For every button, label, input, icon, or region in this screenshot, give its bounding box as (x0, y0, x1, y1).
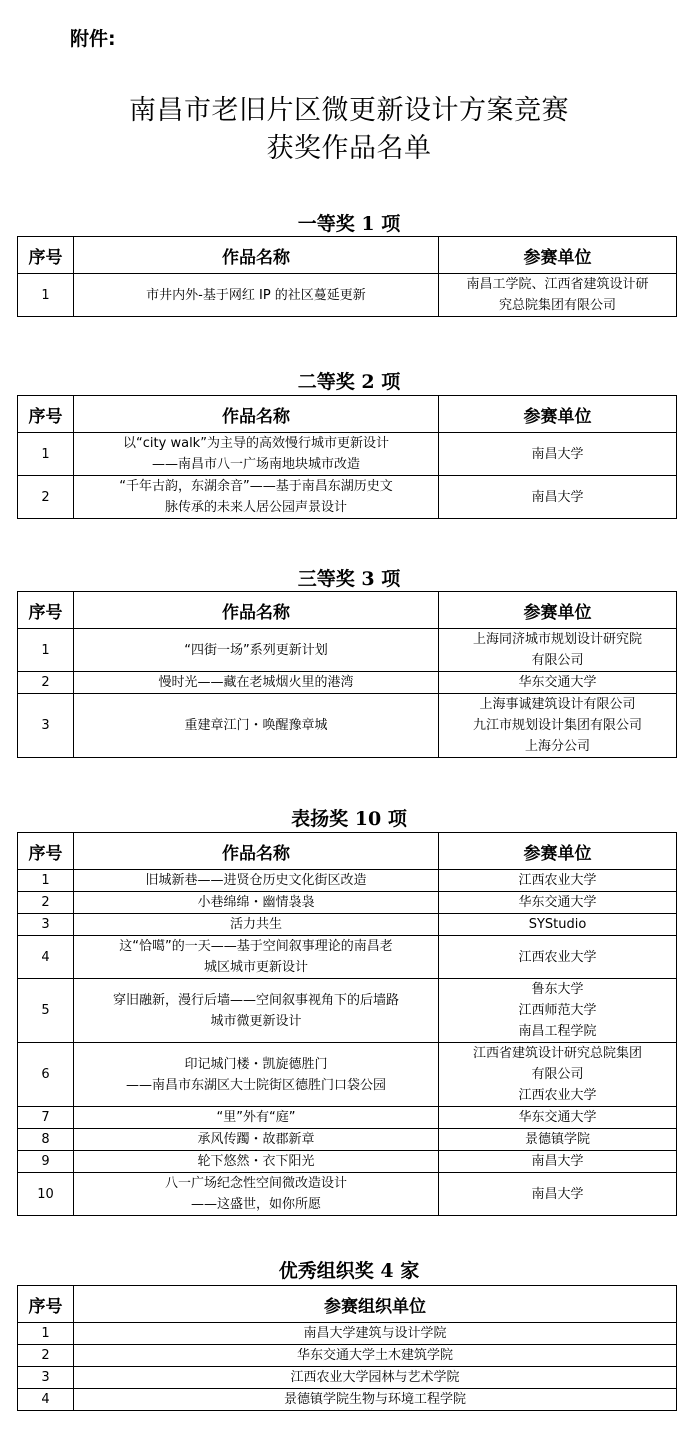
table-row (18, 629, 677, 672)
row-no: 3 (18, 914, 74, 936)
table-row (18, 672, 677, 694)
table-row (18, 274, 677, 317)
row-unit: 上海事诚建筑设计有限公司 九江市规划设计集团有限公司 上海分公司 (439, 694, 677, 758)
row-name: 重建章江门・唤醒豫章城 (74, 694, 439, 758)
header-no: 序号 (18, 833, 74, 870)
row-no: 2 (18, 1345, 74, 1367)
table-row (18, 433, 677, 476)
row-unit: 景德镇学院 (439, 1129, 677, 1151)
second-prize-table (17, 395, 677, 519)
organization-award-table (17, 1285, 677, 1411)
row-unit: 上海同济城市规划设计研究院 有限公司 (439, 629, 677, 672)
page-title-line2: 获奖作品名单 (266, 133, 432, 164)
row-name: 小巷绵绵・幽情袅袅 (74, 892, 439, 914)
row-name: 旧城新巷——进贤仓历史文化街区改造 (74, 870, 439, 892)
header-name: 作品名称 (74, 833, 439, 870)
header-no: 序号 (18, 237, 74, 274)
row-unit: SYStudio (439, 914, 677, 936)
row-no: 1 (18, 274, 74, 317)
row-name: “四街一场”系列更新计划 (74, 629, 439, 672)
row-no: 9 (18, 1151, 74, 1173)
header-no: 序号 (18, 592, 74, 629)
table-row (18, 936, 677, 979)
table-row (18, 1107, 677, 1129)
attachment-label: 附件: (70, 28, 116, 50)
header-no: 序号 (18, 396, 74, 433)
header-unit: 参赛单位 (439, 396, 677, 433)
row-name: 轮下悠然・衣下阳光 (74, 1151, 439, 1173)
table-row (18, 1367, 677, 1389)
row-no: 8 (18, 1129, 74, 1151)
row-name: “里”外有“庭” (74, 1107, 439, 1129)
row-unit: 南昌大学 (439, 1151, 677, 1173)
table-row (18, 694, 677, 758)
table-row (18, 1345, 677, 1367)
row-no: 4 (18, 1389, 74, 1411)
row-no: 2 (18, 476, 74, 519)
table-row (18, 476, 677, 519)
table-row (18, 979, 677, 1043)
row-name: 承风传躅・故郡新章 (74, 1129, 439, 1151)
page-title-line1: 南昌市老旧片区微更新设计方案竞赛 (129, 95, 569, 126)
table-header-row (18, 237, 677, 274)
row-name: 印记城门楼・凯旋德胜门 ——南昌市东湖区大士院街区德胜门口袋公园 (74, 1043, 439, 1107)
row-name: 八一广场纪念性空间微改造设计 ——这盛世，如你所愿 (74, 1173, 439, 1216)
second-prize-title: 二等奖 2 项 (297, 371, 401, 393)
row-org-unit: 江西农业大学园林与艺术学院 (74, 1367, 677, 1389)
header-org-unit: 参赛组织单位 (74, 1286, 677, 1323)
commendation-table (17, 832, 677, 1216)
row-name: 以“city walk”为主导的高效慢行城市更新设计 ——南昌市八一广场南地块城市改造 (74, 433, 439, 476)
row-unit: 华东交通大学 (439, 892, 677, 914)
row-no: 5 (18, 979, 74, 1043)
row-name: 这“恰噶”的一天——基于空间叙事理论的南昌老 城区城市更新设计 (74, 936, 439, 979)
table-row (18, 870, 677, 892)
row-unit: 江西农业大学 (439, 870, 677, 892)
table-row (18, 1323, 677, 1345)
row-unit: 鲁东大学 江西师范大学 南昌工程学院 (439, 979, 677, 1043)
row-no: 2 (18, 672, 74, 694)
header-name: 作品名称 (74, 396, 439, 433)
row-unit: 江西省建筑设计研究总院集团 有限公司 江西农业大学 (439, 1043, 677, 1107)
row-no: 7 (18, 1107, 74, 1129)
table-row (18, 1043, 677, 1107)
header-unit: 参赛单位 (439, 833, 677, 870)
row-no: 1 (18, 870, 74, 892)
first-prize-title: 一等奖 1 项 (297, 213, 401, 235)
header-unit: 参赛单位 (439, 592, 677, 629)
third-prize-table (17, 591, 677, 758)
third-prize-title: 三等奖 3 项 (297, 568, 401, 590)
row-name: 市井内外-基于网红 IP 的社区蔓延更新 (74, 274, 439, 317)
row-unit: 南昌工学院、江西省建筑设计研 究总院集团有限公司 (439, 274, 677, 317)
row-name: 慢时光——藏在老城烟火里的港湾 (74, 672, 439, 694)
row-unit: 南昌大学 (439, 476, 677, 519)
row-unit: 南昌大学 (439, 1173, 677, 1216)
table-header-row (18, 396, 677, 433)
row-unit: 南昌大学 (439, 433, 677, 476)
row-no: 4 (18, 936, 74, 979)
row-no: 1 (18, 433, 74, 476)
row-no: 1 (18, 629, 74, 672)
row-no: 3 (18, 1367, 74, 1389)
header-no: 序号 (18, 1286, 74, 1323)
commendation-title: 表扬奖 10 项 (291, 808, 407, 830)
row-no: 2 (18, 892, 74, 914)
header-name: 作品名称 (74, 237, 439, 274)
row-unit: 华东交通大学 (439, 672, 677, 694)
table-row (18, 1173, 677, 1216)
header-name: 作品名称 (74, 592, 439, 629)
table-row (18, 892, 677, 914)
organization-award-title: 优秀组织奖 4 家 (278, 1260, 420, 1282)
row-no: 3 (18, 694, 74, 758)
row-no: 1 (18, 1323, 74, 1345)
table-row (18, 1129, 677, 1151)
row-org-unit: 景德镇学院生物与环境工程学院 (74, 1389, 677, 1411)
table-header-row (18, 1286, 677, 1323)
row-name: 穿旧融新，漫行后墙——空间叙事视角下的后墙路 城市微更新设计 (74, 979, 439, 1043)
table-header-row (18, 592, 677, 629)
header-unit: 参赛单位 (439, 237, 677, 274)
row-no: 6 (18, 1043, 74, 1107)
row-unit: 江西农业大学 (439, 936, 677, 979)
row-org-unit: 南昌大学建筑与设计学院 (74, 1323, 677, 1345)
row-name: “千年古韵，东湖余音”——基于南昌东湖历史文 脉传承的未来人居公园声景设计 (74, 476, 439, 519)
row-name: 活力共生 (74, 914, 439, 936)
table-row (18, 914, 677, 936)
row-unit: 华东交通大学 (439, 1107, 677, 1129)
table-row (18, 1151, 677, 1173)
row-org-unit: 华东交通大学土木建筑学院 (74, 1345, 677, 1367)
row-no: 10 (18, 1173, 74, 1216)
table-row (18, 1389, 677, 1411)
first-prize-table (17, 236, 677, 317)
table-header-row (18, 833, 677, 870)
